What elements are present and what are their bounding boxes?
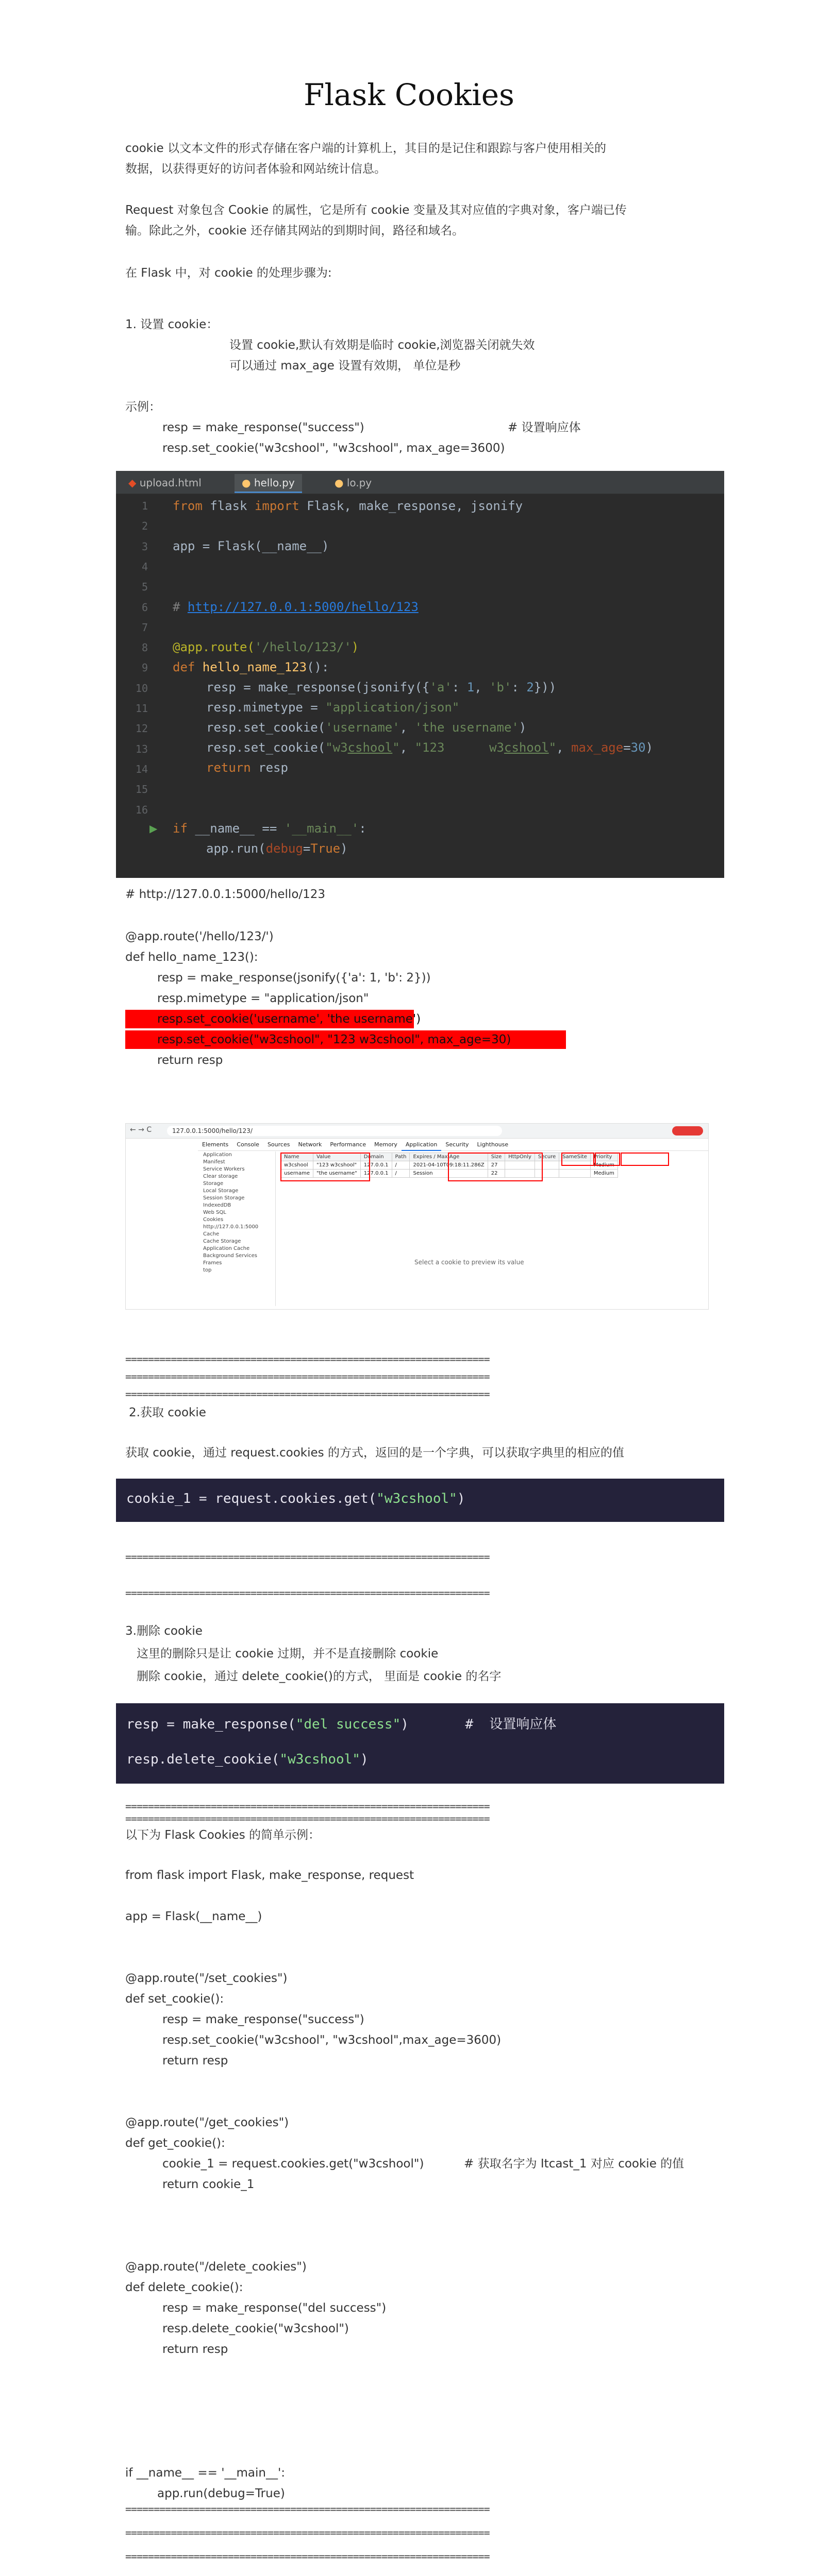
code-copy-l3: def hello_name_123(): xyxy=(125,951,258,964)
devtools-tab[interactable]: Sources xyxy=(267,1141,290,1148)
fe-line: return resp xyxy=(162,2054,228,2067)
table-cell: / xyxy=(392,1161,410,1170)
devtools-sidebar-item[interactable]: Application xyxy=(203,1152,232,1158)
fe-line: app = Flask(__name__) xyxy=(125,1910,262,1923)
separator: ================================================================ xyxy=(125,1388,490,1400)
fe-line: return cookie_1 xyxy=(162,2178,255,2191)
cookie-preview-placeholder: Select a cookie to preview its value xyxy=(414,1259,524,1266)
devtools-sidebar xyxy=(198,1151,276,1306)
separator: ================================================================ xyxy=(125,1353,490,1365)
code-copy-l2: @app.route('/hello/123/') xyxy=(125,930,274,943)
ide-code-line13: resp.set_cookie("w3cshool", "123 w3cshool", max_age=30) xyxy=(206,740,654,755)
devtools-tab[interactable]: Security xyxy=(445,1141,469,1148)
step2-code-block xyxy=(116,1479,724,1522)
line-number: 14 xyxy=(135,762,148,775)
step3-desc-line2: 删除 cookie，通过 delete_cookie()的方式， 里面是 cookie 的名字 xyxy=(137,1670,502,1683)
column-header[interactable]: Domain xyxy=(360,1153,392,1161)
line-number: 10 xyxy=(135,682,148,694)
red-box-name-value xyxy=(280,1153,370,1181)
fe-line: resp.delete_cookie("w3cshool") xyxy=(162,2322,349,2335)
code-copy-l7: resp.set_cookie("w3cshool", "123 w3cshool", max_age=30) xyxy=(157,1033,511,1046)
line-number: 7 xyxy=(141,621,148,634)
separator: ================================================================ xyxy=(125,2527,490,2539)
column-header[interactable]: Name xyxy=(281,1153,313,1161)
devtools-sidebar-item[interactable]: Local Storage xyxy=(203,1188,239,1194)
step3-code-block xyxy=(116,1703,724,1784)
devtools-screenshot xyxy=(125,1123,709,1310)
separator: ================================================================ xyxy=(125,2503,490,2515)
ide-code-line8: @app.route('/hello/123/') xyxy=(173,640,359,654)
devtools-sidebar-item[interactable]: Session Storage xyxy=(203,1195,245,1201)
step2-heading: 2.获取 cookie xyxy=(129,1406,206,1419)
ide-code-line14: return resp xyxy=(206,760,288,775)
fe-comment: # 获取名字为 Itcast_1 对应 cookie 的值 xyxy=(464,2157,685,2171)
step1-desc-line1: 设置 cookie,默认有效期是临时 cookie,浏览器关闭就失效 xyxy=(229,338,535,352)
fe-line: def delete_cookie(): xyxy=(125,2281,243,2294)
line-number: 8 xyxy=(141,641,148,654)
table-cell: 2021-04-10T09:18:11.286Z xyxy=(410,1161,488,1170)
devtools-tab[interactable]: Console xyxy=(237,1141,259,1148)
code-copy-l4: resp = make_response(jsonify({'a': 1, 'b': 2})) xyxy=(157,971,431,985)
ide-tab-bar xyxy=(116,471,724,494)
ide-code-line12: resp.set_cookie('username', 'the username') xyxy=(206,720,527,735)
devtools-sidebar-item[interactable]: Cache xyxy=(203,1231,220,1237)
line-number: 15 xyxy=(135,783,148,796)
example-line1: resp = make_response("success") xyxy=(162,421,364,434)
devtools-sidebar-item[interactable]: Background Services xyxy=(203,1253,258,1259)
devtools-sidebar-item[interactable]: top xyxy=(203,1267,212,1273)
intro-p2-line1: Request 对象包含 Cookie 的属性，它是所有 cookie 变量及其对应值的字典对象，客户端已传 xyxy=(125,204,627,217)
table-cell: username xyxy=(281,1170,313,1178)
table-cell: 22 xyxy=(488,1170,505,1178)
separator: ================================================================ xyxy=(125,1800,490,1812)
step3-code-line2: resp.delete_cookie("w3cshool") xyxy=(126,1752,369,1767)
devtools-sidebar-item[interactable]: Storage xyxy=(203,1181,224,1187)
line-number: 2 xyxy=(141,520,148,533)
intro-p2-line2: 输。除此之外，cookie 还存储其网站的到期时间，路径和域名。 xyxy=(125,224,464,238)
devtools-tab[interactable]: Network xyxy=(298,1141,322,1148)
fe-line: app.run(debug=True) xyxy=(157,2487,285,2500)
fe-line: if __name__ == '__main__': xyxy=(125,2466,286,2480)
intro-p1-line2: 数据，以获得更好的访问者体验和网站统计信息。 xyxy=(125,162,386,176)
ide-code-line1: from flask import Flask, make_response, jsonify xyxy=(173,499,523,513)
ide-tab-hello[interactable]: ● hello.py xyxy=(235,474,302,493)
devtools-tabs xyxy=(198,1139,708,1151)
devtools-tab[interactable]: Memory xyxy=(374,1141,397,1148)
table-cell: w3cshool xyxy=(281,1161,313,1170)
line-number: 12 xyxy=(135,722,148,735)
fe-line: resp = make_response("del success") xyxy=(162,2301,387,2315)
devtools-sidebar-item[interactable]: Application Cache xyxy=(203,1246,250,1251)
line-number: 9 xyxy=(141,662,148,674)
code-copy-l8: return resp xyxy=(157,1054,223,1067)
table-cell: Medium xyxy=(590,1161,617,1170)
intro-p3: 在 Flask 中，对 cookie 的处理步骤为: xyxy=(125,266,332,280)
page-title: Flask Cookies xyxy=(304,77,514,112)
ide-tab-upload[interactable]: ◆ upload.html xyxy=(128,477,202,489)
line-number: 4 xyxy=(141,560,148,573)
intro-p1-line1: cookie 以文本文件的形式存储在客户端的计算机上，其目的是记住和跟踪与客户使用相关的 xyxy=(125,142,606,155)
separator: ================================================================ xyxy=(125,1587,490,1599)
table-cell xyxy=(559,1170,591,1178)
step1-desc-line2: 可以通过 max_age 设置有效期， 单位是秒 xyxy=(229,359,461,372)
table-cell: Session xyxy=(410,1170,488,1178)
column-header[interactable]: Expires / Max-Age xyxy=(410,1153,488,1161)
table-cell: / xyxy=(392,1170,410,1178)
red-box-httponly xyxy=(561,1153,594,1166)
line-number: 16 xyxy=(135,803,148,816)
column-header[interactable]: Size xyxy=(488,1153,505,1161)
address-bar[interactable]: 127.0.0.1:5000/hello/123/ xyxy=(167,1126,502,1136)
column-header[interactable]: Priority xyxy=(590,1153,617,1161)
fe-line: def set_cookie(): xyxy=(125,1992,224,2006)
fe-line: def get_cookie(): xyxy=(125,2137,225,2150)
example-line2: resp.set_cookie("w3cshool", "w3cshool", max_age=3600) xyxy=(162,442,505,455)
devtools-tab[interactable]: Application xyxy=(402,1139,441,1151)
devtools-sidebar-item[interactable]: IndexedDB xyxy=(203,1202,231,1208)
fe-line: @app.route("/set_cookies") xyxy=(125,1972,288,1985)
fe-line: cookie_1 = request.cookies.get("w3cshool") xyxy=(162,2157,424,2171)
example-line1-comment: # 设置响应体 xyxy=(508,421,581,434)
step3-code-line1: resp = make_response("del success") # 设置响应体 xyxy=(126,1717,557,1732)
table-cell: Medium xyxy=(590,1170,617,1178)
ide-code-line6: # http://127.0.0.1:5000/hello/123 xyxy=(173,600,419,614)
ide-code-line3: app = Flask(__name__) xyxy=(173,539,329,553)
nav-arrows-icon[interactable]: ← → C xyxy=(130,1126,152,1134)
red-box-samesite xyxy=(621,1153,669,1166)
ide-code-line17: if __name__ == '__main__': xyxy=(173,821,366,836)
separator: ================================================================ xyxy=(125,1551,490,1563)
browser-toolbar xyxy=(126,1124,708,1139)
separator: ================================================================ xyxy=(125,1812,490,1825)
step2-code: cookie_1 = request.cookies.get("w3cshool") xyxy=(126,1491,465,1506)
ide-code-line11: resp.mimetype = "application/json" xyxy=(206,700,460,715)
fe-line: resp = make_response("success") xyxy=(162,2013,364,2026)
example-label: 示例： xyxy=(125,400,161,414)
full-example-heading: 以下为 Flask Cookies 的简单示例： xyxy=(125,1828,320,1842)
code-copy-l5: resp.mimetype = "application/json" xyxy=(157,992,369,1005)
step3-heading: 3.删除 cookie xyxy=(125,1624,203,1638)
table-cell: 27 xyxy=(488,1161,505,1170)
profile-badge[interactable] xyxy=(672,1126,703,1136)
line-number: 13 xyxy=(135,742,148,755)
devtools-sidebar-item[interactable]: Manifest xyxy=(203,1159,225,1165)
column-header[interactable]: SameSite xyxy=(559,1153,591,1161)
devtools-tab[interactable]: Lighthouse xyxy=(477,1141,509,1148)
fe-line: @app.route("/delete_cookies") xyxy=(125,2260,307,2274)
devtools-sidebar-item[interactable]: Service Workers xyxy=(203,1166,245,1172)
table-cell: 127.0.0.1 xyxy=(360,1161,392,1170)
separator: ================================================================ xyxy=(125,1370,490,1383)
fe-line: @app.route("/get_cookies") xyxy=(125,2116,289,2129)
fe-line: resp.set_cookie("w3cshool", "w3cshool",max_age=3600) xyxy=(162,2033,502,2047)
table-cell: 127.0.0.1 xyxy=(360,1170,392,1178)
step2-desc: 获取 cookie，通过 request.cookies 的方式，返回的是一个字典，可以获取字典里的相应的值 xyxy=(125,1446,624,1460)
table-cell: "the username" xyxy=(313,1170,361,1178)
table-cell: "123 w3cshool" xyxy=(313,1161,361,1170)
devtools-sidebar-item[interactable]: http://127.0.0.1:5000 xyxy=(203,1224,259,1230)
red-box-secure xyxy=(595,1153,620,1166)
line-number: 1 xyxy=(141,500,148,512)
devtools-sidebar-item[interactable]: Frames xyxy=(203,1260,222,1266)
ide-code-line9: def hello_name_123(): xyxy=(173,660,329,674)
column-header[interactable]: Path xyxy=(392,1153,410,1161)
ide-tab-lo[interactable]: ● lo.py xyxy=(335,477,372,489)
devtools-tab[interactable]: Performance xyxy=(330,1141,366,1148)
column-header[interactable]: HttpOnly xyxy=(505,1153,535,1161)
column-header[interactable]: Secure xyxy=(535,1153,559,1161)
line-number: 3 xyxy=(141,540,148,553)
fe-line: return resp xyxy=(162,2343,228,2356)
ide-code-line18: app.run(debug=True) xyxy=(206,841,348,856)
separator: ================================================================ xyxy=(125,2550,490,2563)
ide-code-line10: resp = make_response(jsonify({'a': 1, 'b': 2})) xyxy=(206,680,557,694)
step3-desc-line1: 这里的删除只是让 cookie 过期，并不是直接删除 cookie xyxy=(137,1647,439,1660)
code-copy-l6: resp.set_cookie('username', 'the username') xyxy=(157,1012,421,1026)
step1-heading: 1. 设置 cookie： xyxy=(125,318,219,331)
column-header[interactable]: Value xyxy=(313,1153,361,1161)
line-number: 11 xyxy=(135,702,148,715)
devtools-sidebar-item[interactable]: Cache Storage xyxy=(203,1239,241,1244)
devtools-sidebar-item[interactable]: Cookies xyxy=(203,1217,224,1223)
ide-screenshot xyxy=(116,471,724,878)
devtools-sidebar-item[interactable]: Web SQL xyxy=(203,1210,226,1215)
devtools-tab[interactable]: Elements xyxy=(202,1141,229,1148)
red-box-expires xyxy=(448,1153,543,1181)
run-icon[interactable]: ▶ xyxy=(149,822,158,835)
fe-line: from flask import Flask, make_response, request xyxy=(125,1869,414,1882)
devtools-sidebar-item[interactable]: Clear storage xyxy=(203,1174,238,1179)
code-copy-l1: # http://127.0.0.1:5000/hello/123 xyxy=(125,888,326,901)
line-number: 5 xyxy=(141,581,148,594)
line-number: 6 xyxy=(141,601,148,614)
